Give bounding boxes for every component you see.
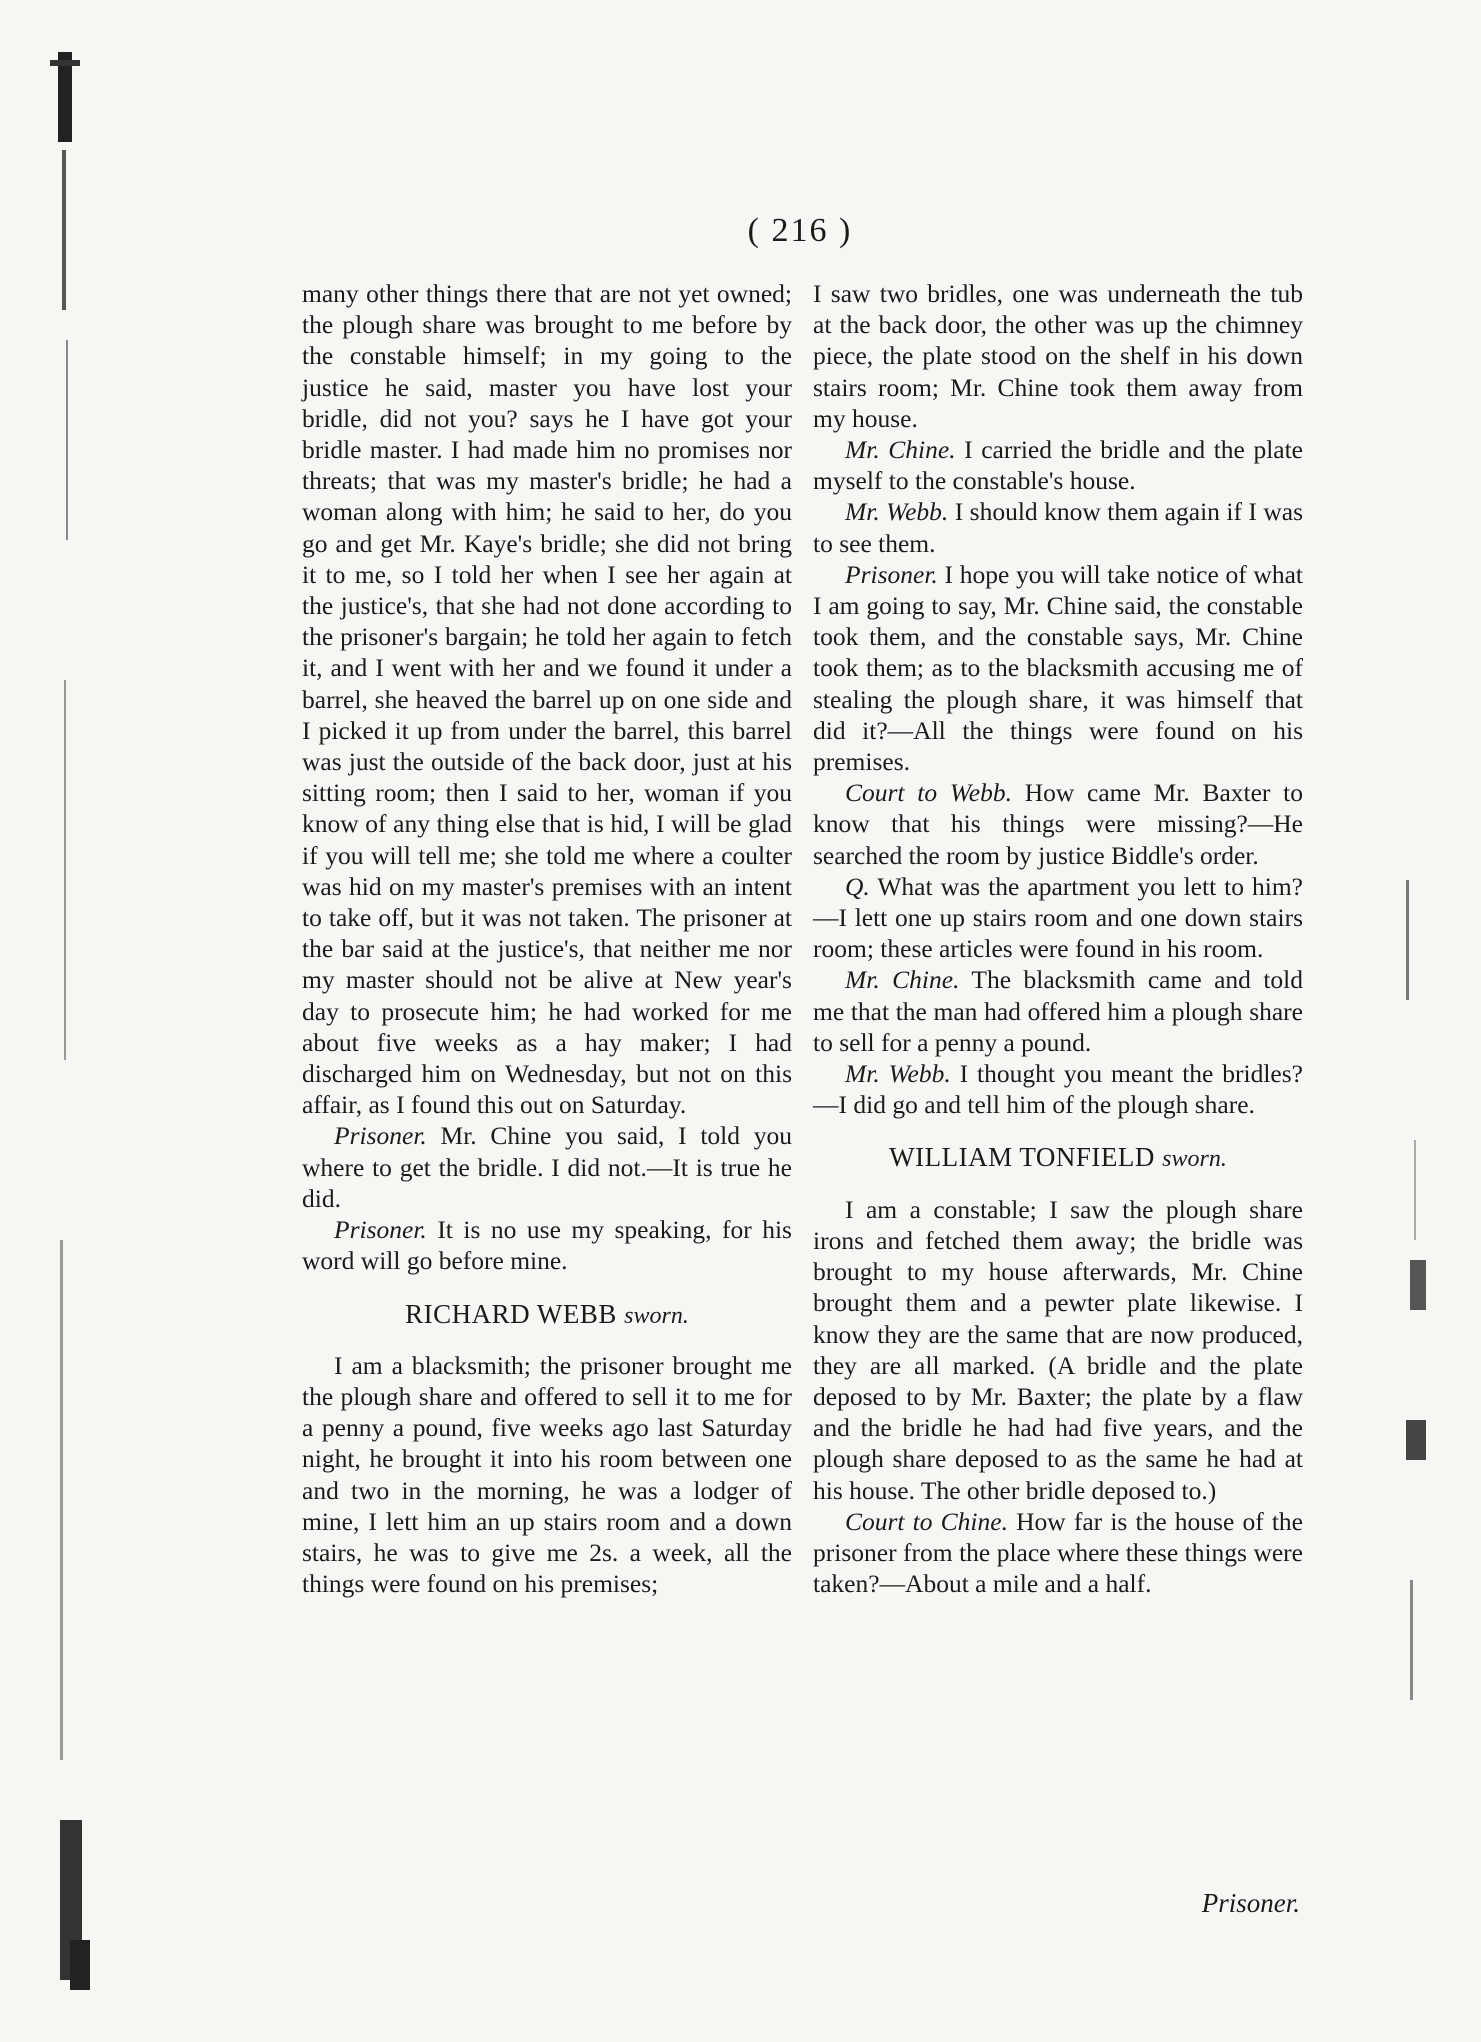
speaker-label: Mr. Webb. [845, 497, 949, 527]
left-column [302, 278, 792, 1599]
dialogue-text: The blacksmith came and told me that the man had offered him a plough share to sell for a penny a pound. [813, 965, 1304, 1057]
dialogue-paragraph [813, 496, 1303, 558]
catchword: Prisoner. [1201, 1888, 1300, 1918]
speaker-label: Prisoner. [334, 1215, 427, 1245]
witness-heading [813, 1142, 1303, 1175]
witness-sworn: sworn. [624, 1302, 689, 1329]
speaker-label: Prisoner. [845, 559, 938, 589]
speaker-label: Mr. Chine. [845, 435, 956, 465]
dialogue-paragraph [302, 1120, 792, 1214]
right-column [813, 278, 1303, 1599]
dialogue-text: What was the apartment you lett to him?—I lett one up stairs room and one down stairs room; these articles were found in his room. [813, 871, 1303, 964]
speaker-label: Court to Chine. [845, 1506, 1008, 1536]
dialogue-text: Mr. Chine you said, I told you where to get the bridle. I did not.—It is true he did. [302, 1121, 792, 1213]
dialogue-paragraph [813, 434, 1303, 496]
dialogue-paragraph [813, 559, 1303, 777]
speaker-label: Mr. Webb. [845, 1059, 951, 1089]
dialogue-paragraph [302, 1214, 792, 1276]
dialogue-paragraph [813, 1058, 1303, 1120]
scan-edge-marks-left [30, 40, 100, 2020]
dialogue-paragraph [813, 871, 1303, 965]
dialogue-text: I thought you meant the bridles?—I did go and tell him of the plough share. [813, 1059, 1303, 1120]
scan-edge-marks-right [1400, 40, 1460, 2020]
dialogue-text: How far is the house of the prisoner from the place where these things were taken?—About a mile and a half. [813, 1506, 1304, 1599]
dialogue-paragraph [813, 964, 1303, 1058]
testimony-paragraph: I am a constable; I saw the plough share irons and fetched them away; the bridle was brought to my house afterwards, Mr. Chine brought them and a pewter plate likewise. I know they are the same that are now produced, they are all marked. (A bridle and the plate deposed to by Mr. Baxter; the plate by a flaw and the bridle he had had five years, and the plough share deposed to as the same he had at his house. The other bridle deposed to.) [813, 1194, 1303, 1505]
dialogue-paragraph [813, 777, 1303, 871]
dialogue-text: I should know them again if I was to see them. [813, 497, 1303, 558]
speaker-label: Court to Webb. [845, 778, 1012, 808]
dialogue-text: I carried the bridle and the plate myself to the constable's house. [813, 435, 1303, 496]
speaker-label: Prisoner. [334, 1121, 427, 1151]
speaker-label: Mr. Chine. [845, 965, 960, 995]
witness-sworn: sworn. [1162, 1146, 1227, 1173]
witness-name: RICHARD WEBB [405, 1298, 617, 1329]
page-number: ( 216 ) [747, 212, 853, 249]
dialogue-paragraph [813, 1506, 1303, 1600]
witness-heading [302, 1299, 792, 1332]
dialogue-text: It is no use my speaking, for his word will go before mine. [302, 1215, 792, 1276]
witness-name: WILLIAM TONFIELD [889, 1142, 1155, 1173]
paragraph: many other things there that are not yet owned; the plough share was brought to me before by the constable himself; in my going to the justice he said, master you have lost your bridle, did not you? says he I have got your bridle master. I had made him no promises nor threats; that was my master's bridle; he had a woman along with him; he said to her, do you go and get Mr. Kaye's bridle; she did not bring it to me, so I told her when I see her again at the justice's, that she had not done according to the prisoner's bargain; he told her again to fetch it, and I went with her and we found it under a barrel, she heaved the barrel up on one side and I picked it up from under the barrel, this barrel was just the outside of the back door, just at his sitting room; then I said to her, woman if you know of any thing else that is hid, I will be glad if you will tell me; she told me where a coulter was hid on my master's premises with an intent to take off, but it was not taken. The prisoner at the bar said at the justice's, that neither me nor my master should not be alive at New year's day to prosecute him; he had worked for me about five weeks as a hay maker; I had discharged him on Wednesday, but not on this affair, as I found this out on Saturday. [302, 279, 792, 1120]
paragraph: I saw two bridles, one was underneath the tub at the back door, the other was up the chimney piece, the plate stood on the shelf in his down stairs room; Mr. Chine took them away from my house. [813, 279, 1303, 433]
dialogue-text: I hope you will take notice of what I am going to say, Mr. Chine said, the constable took them, and the constable says, Mr. Chine took them; as to the blacksmith accusing me of stealing the plough share, it was himself that did it?—All the things were found on his premises. [813, 559, 1303, 777]
speaker-label: Q. [845, 871, 870, 901]
dialogue-text: How came Mr. Baxter to know that his things were missing?—He searched the room by justice Biddle's order. [813, 778, 1304, 870]
testimony-paragraph: I am a blacksmith; the prisoner brought me the plough share and offered to sell it to me for a penny a pound, five weeks ago last Saturday night, he brought it into his room between one and two in the morning, he was a lodger of mine, I lett him an up stairs room and a down stairs, he was to give me 2s. a week, all the things were found on his premises; [302, 1350, 792, 1599]
